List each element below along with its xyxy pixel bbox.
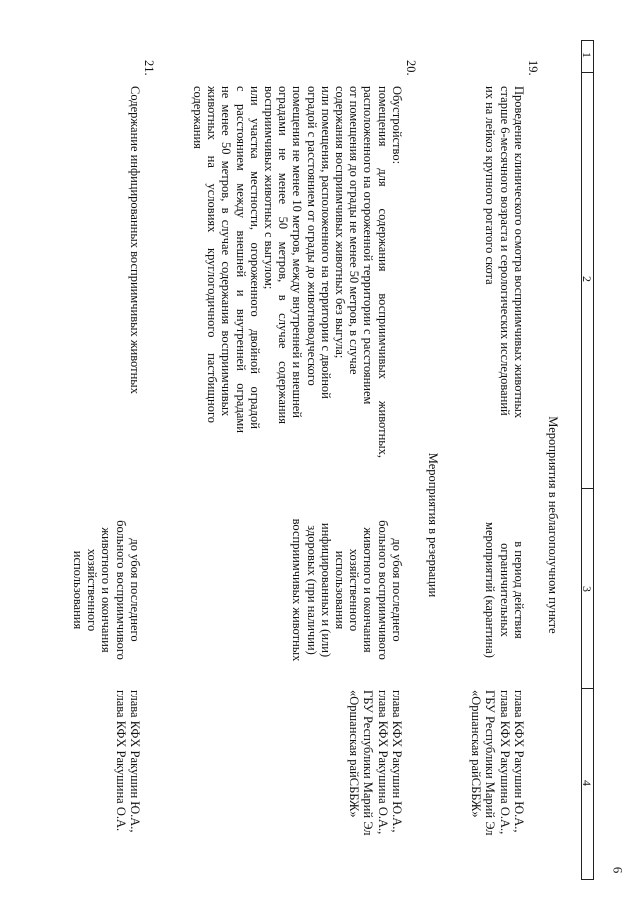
- row-number: 19.: [526, 60, 540, 76]
- section-title-reservation: Мероприятия в резервации: [426, 452, 440, 598]
- column-number-3: 3: [580, 586, 594, 592]
- row-text: Обустройство: помещения для содержания восприимчивых животных, расположенного на огороженной территории с расстоянием от помещения до ограды не менее 50 метров, в случае содержания восприимчивых животных без выгула; или помещения, расположенного на территории с двойной оградой с расстоянием от ограды до животноводческого помещения не менее 10 метров, между внутренней и внешней оградами не менее 50 метров, в случае содержания восприимчивых животных с выгулом; или участка местности, огороженного двойной оградой с расстоянием между внешней и внутренней оградами не менее 50 метров, в случае содержания восприимчивых животных на условиях круглогодичного пастбищного содержания: [190, 86, 404, 459]
- page-number: 6: [610, 866, 626, 874]
- row-number: 21.: [142, 60, 156, 76]
- header-divider: [582, 72, 594, 73]
- row-responsible: глава КФХ Ракушин Ю.А., глава КФХ Ракушина О.А., ГБУ Республики Марий Эл «Оршанская райСББЖ»: [347, 690, 404, 836]
- row-period: до убоя последнего больного восприимчивого животного и окончания хозяйственного использования инфицированных и (или) здоровых (при наличии) восприимчивых животных: [290, 518, 404, 662]
- column-number-1: 1: [580, 52, 594, 58]
- row-number: 20.: [404, 60, 418, 76]
- column-number-4: 4: [580, 780, 594, 786]
- row-text: Проведение клинического осмотра восприимчивых животных старше 6-месячного возраста и серологических исследований их на лейкоз крупного рогатого скота: [483, 86, 526, 419]
- header-divider: [582, 40, 594, 41]
- row-period: до убоя последнего больного восприимчивого животного и окончания хозяйственного использования: [70, 520, 142, 660]
- row-text: Содержание инфицированных восприимчивых животных: [127, 86, 142, 394]
- header-bottom-rule: [581, 40, 582, 880]
- header-divider: [582, 688, 594, 689]
- header-divider: [582, 879, 594, 880]
- section-title-affected-point: Мероприятия в неблагополучном пункте: [546, 416, 560, 634]
- row-responsible: глава КФХ Ракушин Ю.А., глава КФХ Ракушина О.А.: [113, 690, 142, 833]
- header-divider: [582, 488, 594, 489]
- column-number-2: 2: [580, 276, 594, 282]
- header-top-rule: [593, 40, 594, 880]
- row-responsible: глава КФХ Ракушин Ю.А., глава КФХ Ракушина О.А., ГБУ Республики Марий Эл «Оршанская райСББЖ»: [469, 690, 526, 836]
- row-period: в период действия ограничительных мероприятий (карантина): [483, 522, 526, 658]
